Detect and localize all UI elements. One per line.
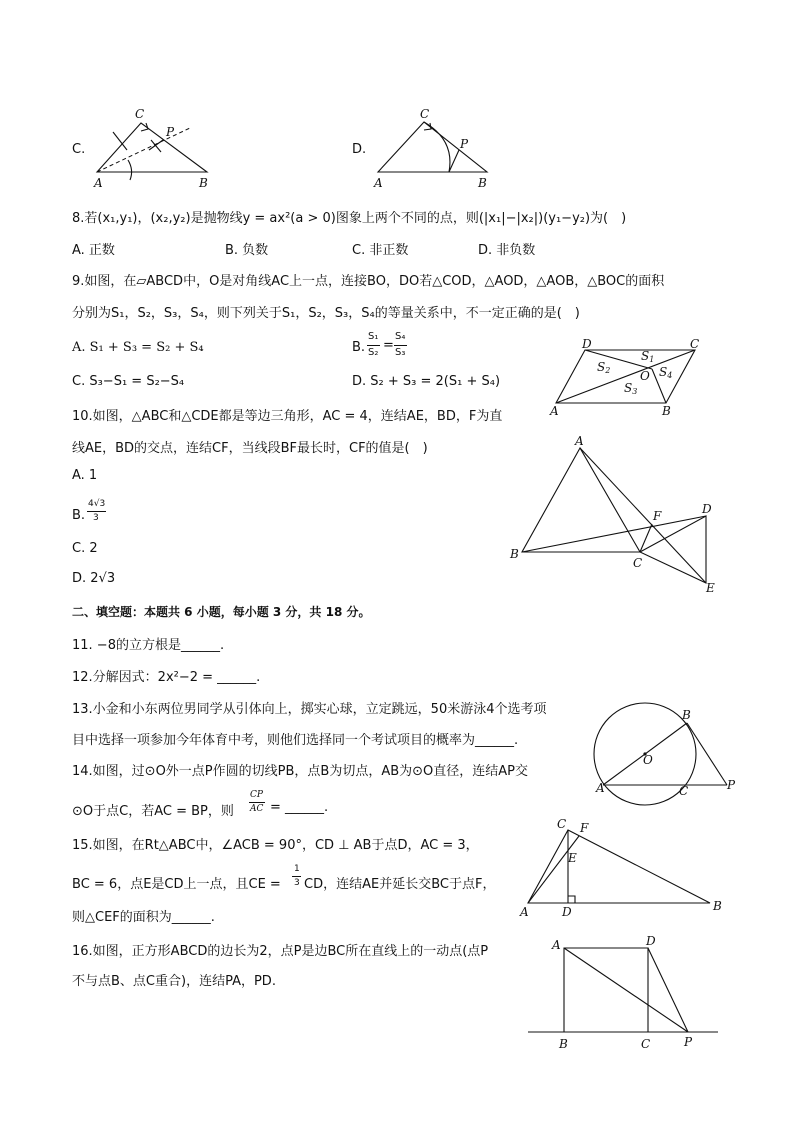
q8-option-a: A. 正数 [72, 243, 115, 258]
q16-label-b: B [559, 1037, 568, 1051]
q8-option-c: C. 非正数 [352, 243, 409, 258]
q9-option-b-eq: = [383, 338, 394, 353]
q14-frac-den: AC [250, 804, 264, 814]
q15-line1: 15.如图，在Rt△ABC中，∠ACB = 90°，CD ⊥ AB于点D，AC = 3， [72, 838, 479, 853]
q8-option-b: B. 负数 [225, 243, 269, 258]
q16-label-d: D [646, 934, 656, 948]
q9-label-s2: S2 [597, 360, 611, 375]
q16-line2: 不与点B、点C重合)，连结PA，PD. [72, 974, 276, 989]
q9-label-o: O [640, 369, 650, 383]
q15-label-f: F [580, 821, 589, 835]
q10-label-c: C [633, 556, 643, 570]
q16-label-a: A [552, 938, 561, 952]
q9-option-c: C. S₃−S₁ = S₂−S₄ [72, 374, 185, 389]
q7-option-c-label: C. [72, 142, 86, 157]
q10-option-c: C. 2 [72, 541, 98, 556]
q7c-label-c: C [135, 107, 145, 121]
q14-frac-num: CP [250, 790, 263, 800]
q16-label-c: C [641, 1037, 651, 1051]
section-2-title: 二、填空题：本题共 6 小题，每小题 3 分，共 18 分。 [72, 605, 371, 619]
q10-label-e: E [706, 581, 715, 595]
q9-label-c: C [690, 337, 700, 351]
q9-label-b: B [662, 404, 671, 418]
q14-label-c: C [679, 784, 689, 798]
q15-label-e: E [568, 851, 577, 865]
q12-text: 12.分解因式：2x²−2 = ______. [72, 670, 261, 685]
q9-option-b-prefix: B. [352, 340, 366, 355]
q10-option-b-prefix: B. [72, 508, 86, 523]
q15-label-c: C [557, 817, 567, 831]
q14-label-p: P [727, 778, 736, 792]
q8-stem: 8.若(x₁,y₁)，(x₂,y₂)是抛物线y = ax²(a > 0)图象上两个不同的点，则(|x₁|−|x₂|)(y₁−y₂)为( ) [72, 211, 627, 226]
q10-label-b: B [510, 547, 519, 561]
q10-option-d: D. 2√3 [72, 571, 116, 586]
q10-label-f: F [653, 509, 662, 523]
q15-frac-num: 1 [294, 864, 300, 874]
q9-label-s4: S4 [659, 365, 673, 380]
q15-label-a: A [520, 905, 529, 919]
q15-line2-prefix: BC = 6，点E是CD上一点，且CE = [72, 877, 281, 892]
q9-option-b-den2: S₃ [395, 347, 406, 358]
q7d-label-p: P [460, 137, 469, 151]
q15-line2-suffix: CD，连结AE并延长交BC于点F， [304, 877, 496, 892]
q14-line2-suffix: = ______. [270, 800, 329, 815]
q16-label-p: P [684, 1035, 693, 1049]
q9-option-d: D. S₂ + S₃ = 2(S₁ + S₄) [352, 374, 501, 389]
q10-option-b-den: 3 [93, 513, 99, 523]
q9-line2: 分别为S₁，S₂，S₃，S₄，则下列关于S₁，S₂，S₃，S₄的等量关系中，不一定正确的是( ) [72, 306, 580, 321]
q15-label-b: B [713, 899, 722, 913]
q9-line1: 9.如图，在▱ABCD中，O是对角线AC上一点，连接BO，DO若△COD，△AOD，△AOB，△BOC的面积 [72, 274, 665, 289]
q10-line2: 线AE，BD的交点，连结CF，当线段BF最长时，CF的值是( ) [72, 441, 428, 456]
q7c-label-p: P [166, 125, 175, 139]
q16-line1: 16.如图，正方形ABCD的边长为2，点P是边BC所在直线上的一动点(点P [72, 944, 489, 959]
q10-option-b-num: 4√3 [88, 499, 106, 509]
q15-line3: 则△CEF的面积为______. [72, 910, 215, 925]
q11-text: 11. −8的立方根是______. [72, 638, 225, 653]
q9-option-b-den1: S₂ [368, 347, 379, 358]
q10-label-a: A [575, 434, 584, 448]
q7d-label-a: A [374, 176, 383, 190]
q7d-label-b: B [478, 176, 487, 190]
q14-label-o: O [643, 753, 653, 767]
q8-option-d: D. 非负数 [478, 243, 536, 258]
q14-label-b: B [682, 708, 691, 722]
q10-label-d: D [702, 502, 712, 516]
q9-label-a: A [550, 404, 559, 418]
q7c-label-a: A [94, 176, 103, 190]
q13-line1: 13.小金和小东两位男同学从引体向上，掷实心球，立定跳远，50米游泳4个选考项 [72, 702, 547, 717]
q7d-label-c: C [420, 107, 430, 121]
q9-label-d: D [582, 337, 592, 351]
q9-label-s1: S1 [641, 349, 655, 364]
q10-option-a: A. 1 [72, 468, 98, 483]
q7c-label-b: B [199, 176, 208, 190]
q7-option-d-label: D. [352, 142, 367, 157]
q9-option-a: A. S₁ + S₃ = S₂ + S₄ [72, 340, 204, 355]
q9-label-s3: S3 [624, 381, 638, 396]
q13-line2: 目中选择一项参加今年体育中考，则他们选择同一个考试项目的概率为______. [72, 733, 519, 748]
q15-frac-den: 3 [294, 878, 300, 888]
q15-label-d: D [562, 905, 572, 919]
q9-option-b-num2: S₄ [395, 331, 406, 342]
q14-label-a: A [596, 781, 605, 795]
q10-line1: 10.如图，△ABC和△CDE都是等边三角形，AC = 4，连结AE，BD，F为直 [72, 409, 503, 424]
q9-option-b-num1: S₁ [368, 331, 379, 342]
q14-line1: 14.如图，过⊙O外一点P作圆的切线PB，点B为切点，AB为⊙O直径，连结AP交 [72, 764, 528, 779]
q14-line2-prefix: ⊙O于点C，若AC = BP，则 [72, 804, 234, 819]
